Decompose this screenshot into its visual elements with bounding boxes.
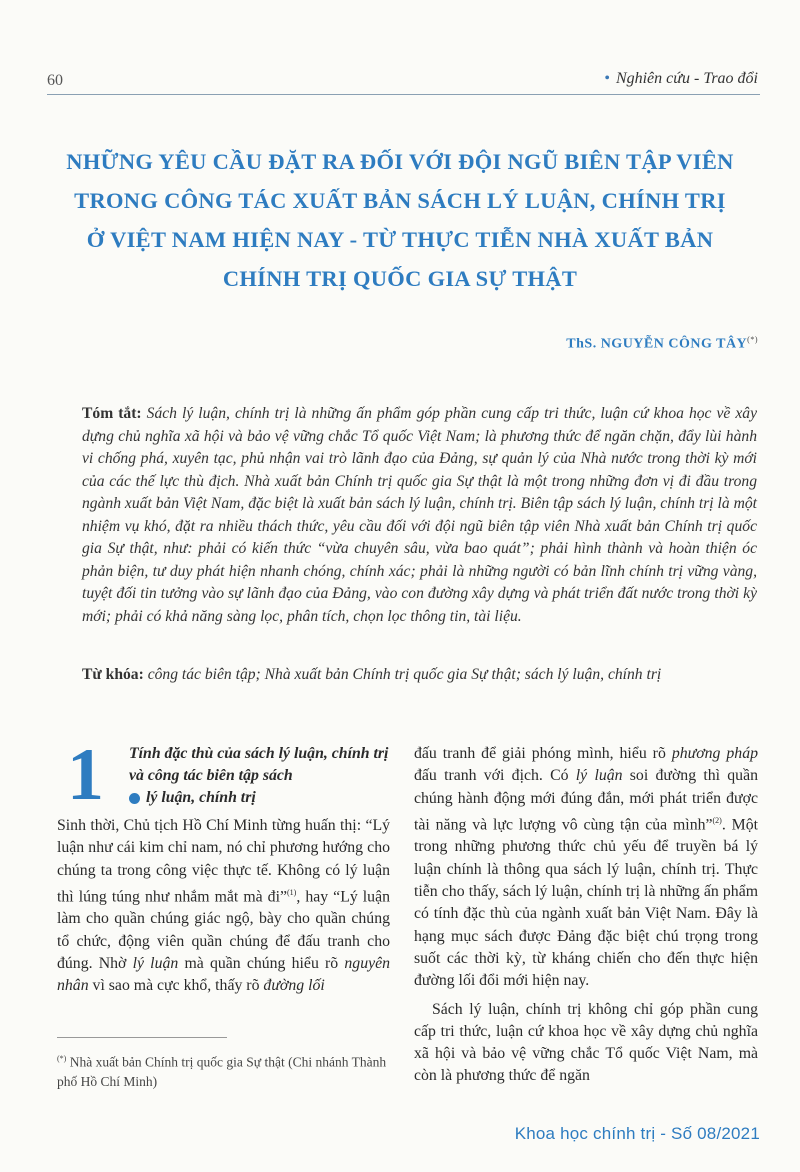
body-paragraph: Sách lý luận, chính trị không chỉ góp phần cung cấp tri thức, luận cứ khoa học về xây dựng chủ nghĩa xã hội và bảo vệ vững chắc Tổ quốc Việt Nam, mà còn là phương thức để ngăn (414, 1000, 758, 1085)
text-run: Sinh thời, Chủ tịch Hồ Chí Minh từng huấn thị: “Lý luận như cái kim chỉ nam, nó chỉ phương hướng cho chúng ta trong công việc thực tế. Không có lý luận thì lúng túng như nhắm mắt mà đi” (57, 817, 390, 906)
bullet-icon: • (604, 70, 610, 87)
body-paragraph (414, 743, 758, 993)
author-name: ThS. NGUYỄN CÔNG TÂY (566, 336, 748, 352)
heading-bullet-icon (129, 793, 140, 804)
left-column (57, 734, 391, 998)
text-run: , hay “Lý luận làm cho quần chúng giác ngộ, bày cho quần chúng tổ chức, động viên quần chúng để đấu tranh cho đúng. Nhờ (57, 888, 390, 973)
section-number: 1 (67, 734, 104, 816)
body-paragraph (57, 815, 390, 998)
text-run: vì sao mà cực khổ, thấy rõ (88, 977, 264, 995)
footnote-rule (57, 1037, 227, 1038)
title-line-3: Ở VIỆT NAM HIỆN NAY - TỪ THỰC TIỄN NHÀ XUẤT BẢN (86, 227, 714, 252)
keywords-text: công tác biên tập; Nhà xuất bản Chính trị quốc gia Sự thật; sách lý luận, chính trị (147, 666, 662, 683)
text-run: mà quần chúng hiểu rõ (178, 955, 345, 973)
footnote-ref: (2) (712, 815, 722, 825)
section-heading (57, 734, 390, 817)
footnote (57, 1049, 390, 1091)
footnote-mark: (*) (57, 1054, 67, 1063)
heading-part: Tính đặc thù của sách lý luận, chính trị và công tác biên tập sách (129, 745, 389, 784)
title-line-2: TRONG CÔNG TÁC XUẤT BẢN SÁCH LÝ LUẬN, CHÍNH TRỊ (74, 188, 726, 213)
text-emphasis: lý luận (132, 955, 179, 973)
text-run: . Một trong những phương thức chủ yếu để truyền bá lý luận chính là thông qua sách lý luận, chính trị. Thực tiễn cho thấy, sách lý luận, chính trị là những ấn phẩm có tính đặc thù của ngành xuất bản Việt Nam. Đây là hạng mục sách được Đảng đặc biệt chú trọng trong suốt các thời kỳ, từ kháng chiến cho đến thực hiện đường lối đổi mới hiện nay. (414, 816, 758, 990)
article-title (40, 142, 760, 298)
abstract (82, 403, 757, 628)
keywords-label: Từ khóa: (82, 666, 144, 683)
right-column (414, 743, 758, 1088)
author (566, 335, 758, 353)
text-emphasis: phương pháp (671, 745, 759, 762)
text-emphasis: lý luận (575, 767, 623, 785)
footnote-ref: (1) (286, 887, 297, 897)
section-label-text: Nghiên cứu - Trao đổi (615, 70, 758, 87)
heading-part: lý luận, chính trị (146, 789, 256, 806)
text-run: đấu tranh với địch. Có (414, 767, 576, 785)
text-emphasis: nguyên nhân (57, 955, 391, 995)
title-line-4: CHÍNH TRỊ QUỐC GIA SỰ THẬT (222, 266, 578, 291)
section-label (604, 70, 758, 88)
section-heading-label (129, 745, 388, 806)
header-rule (47, 94, 760, 95)
author-footnote-mark: (*) (747, 335, 758, 344)
footnote-text: Nhà xuất bản Chính trị quốc gia Sự thật (Chi nhánh Thành phố Hồ Chí Minh) (57, 1054, 387, 1089)
abstract-text: Sách lý luận, chính trị là những ấn phẩm góp phần cung cấp tri thức, luận cứ khoa học về xây dựng chủ nghĩa xã hội và bảo vệ vững chắc Tổ quốc Việt Nam; là phương thức để ngăn chặn, đẩy lùi hành vi chống phá, xuyên tạc, phủ nhận vai trò lãnh đạo của Đảng, sự quản lý của Nhà nước trong thời kỳ mới của các thế lực thù địch. Nhà xuất bản Chính trị quốc gia Sự thật là một trong những đơn vị đi đầu trong ngành xuất bản Việt Nam, đặc biệt là xuất bản sách lý luận, chính trị. Biên tập sách lý luận, chính trị là một nhiệm vụ khó, đặt ra nhiều thách thức, yêu cầu đối với đội ngũ biên tập viên Nhà xuất bản Chính trị quốc gia Sự thật, như: phải có kiến thức “vừa chuyên sâu, vừa bao quát”; phải hình thành và hoàn thiện óc phản biện, tư duy phát hiện nhanh chóng, chính xác; phải là những người có bản lĩnh chính trị vững vàng, tuyệt đối tin tưởng vào sự lãnh đạo của Đảng, vào con đường xây dựng và phát triển đất nước trong thời kỳ mới; phải có khả năng sàng lọc, phân tích, chọn lọc thông tin, tài liệu. (82, 405, 758, 625)
journal-footer: Khoa học chính trị - Số 08/2021 (514, 1124, 760, 1143)
section-heading-text (129, 743, 394, 809)
abstract-label: Tóm tắt: (82, 405, 142, 422)
page-number: 60 (47, 72, 63, 89)
text-run: soi đường thì quần chúng hành động mới đúng đắn, mới phát triển được tài năng và lực lượng vô cùng tận của mình” (414, 767, 758, 834)
text-emphasis: đường lối (263, 977, 325, 995)
title-line-1: NHỮNG YÊU CẦU ĐẶT RA ĐỐI VỚI ĐỘI NGŨ BIÊN TẬP VIÊN (66, 149, 734, 174)
text-run: đấu tranh để giải phóng mình, hiểu rõ (414, 745, 672, 762)
keywords (82, 664, 757, 686)
